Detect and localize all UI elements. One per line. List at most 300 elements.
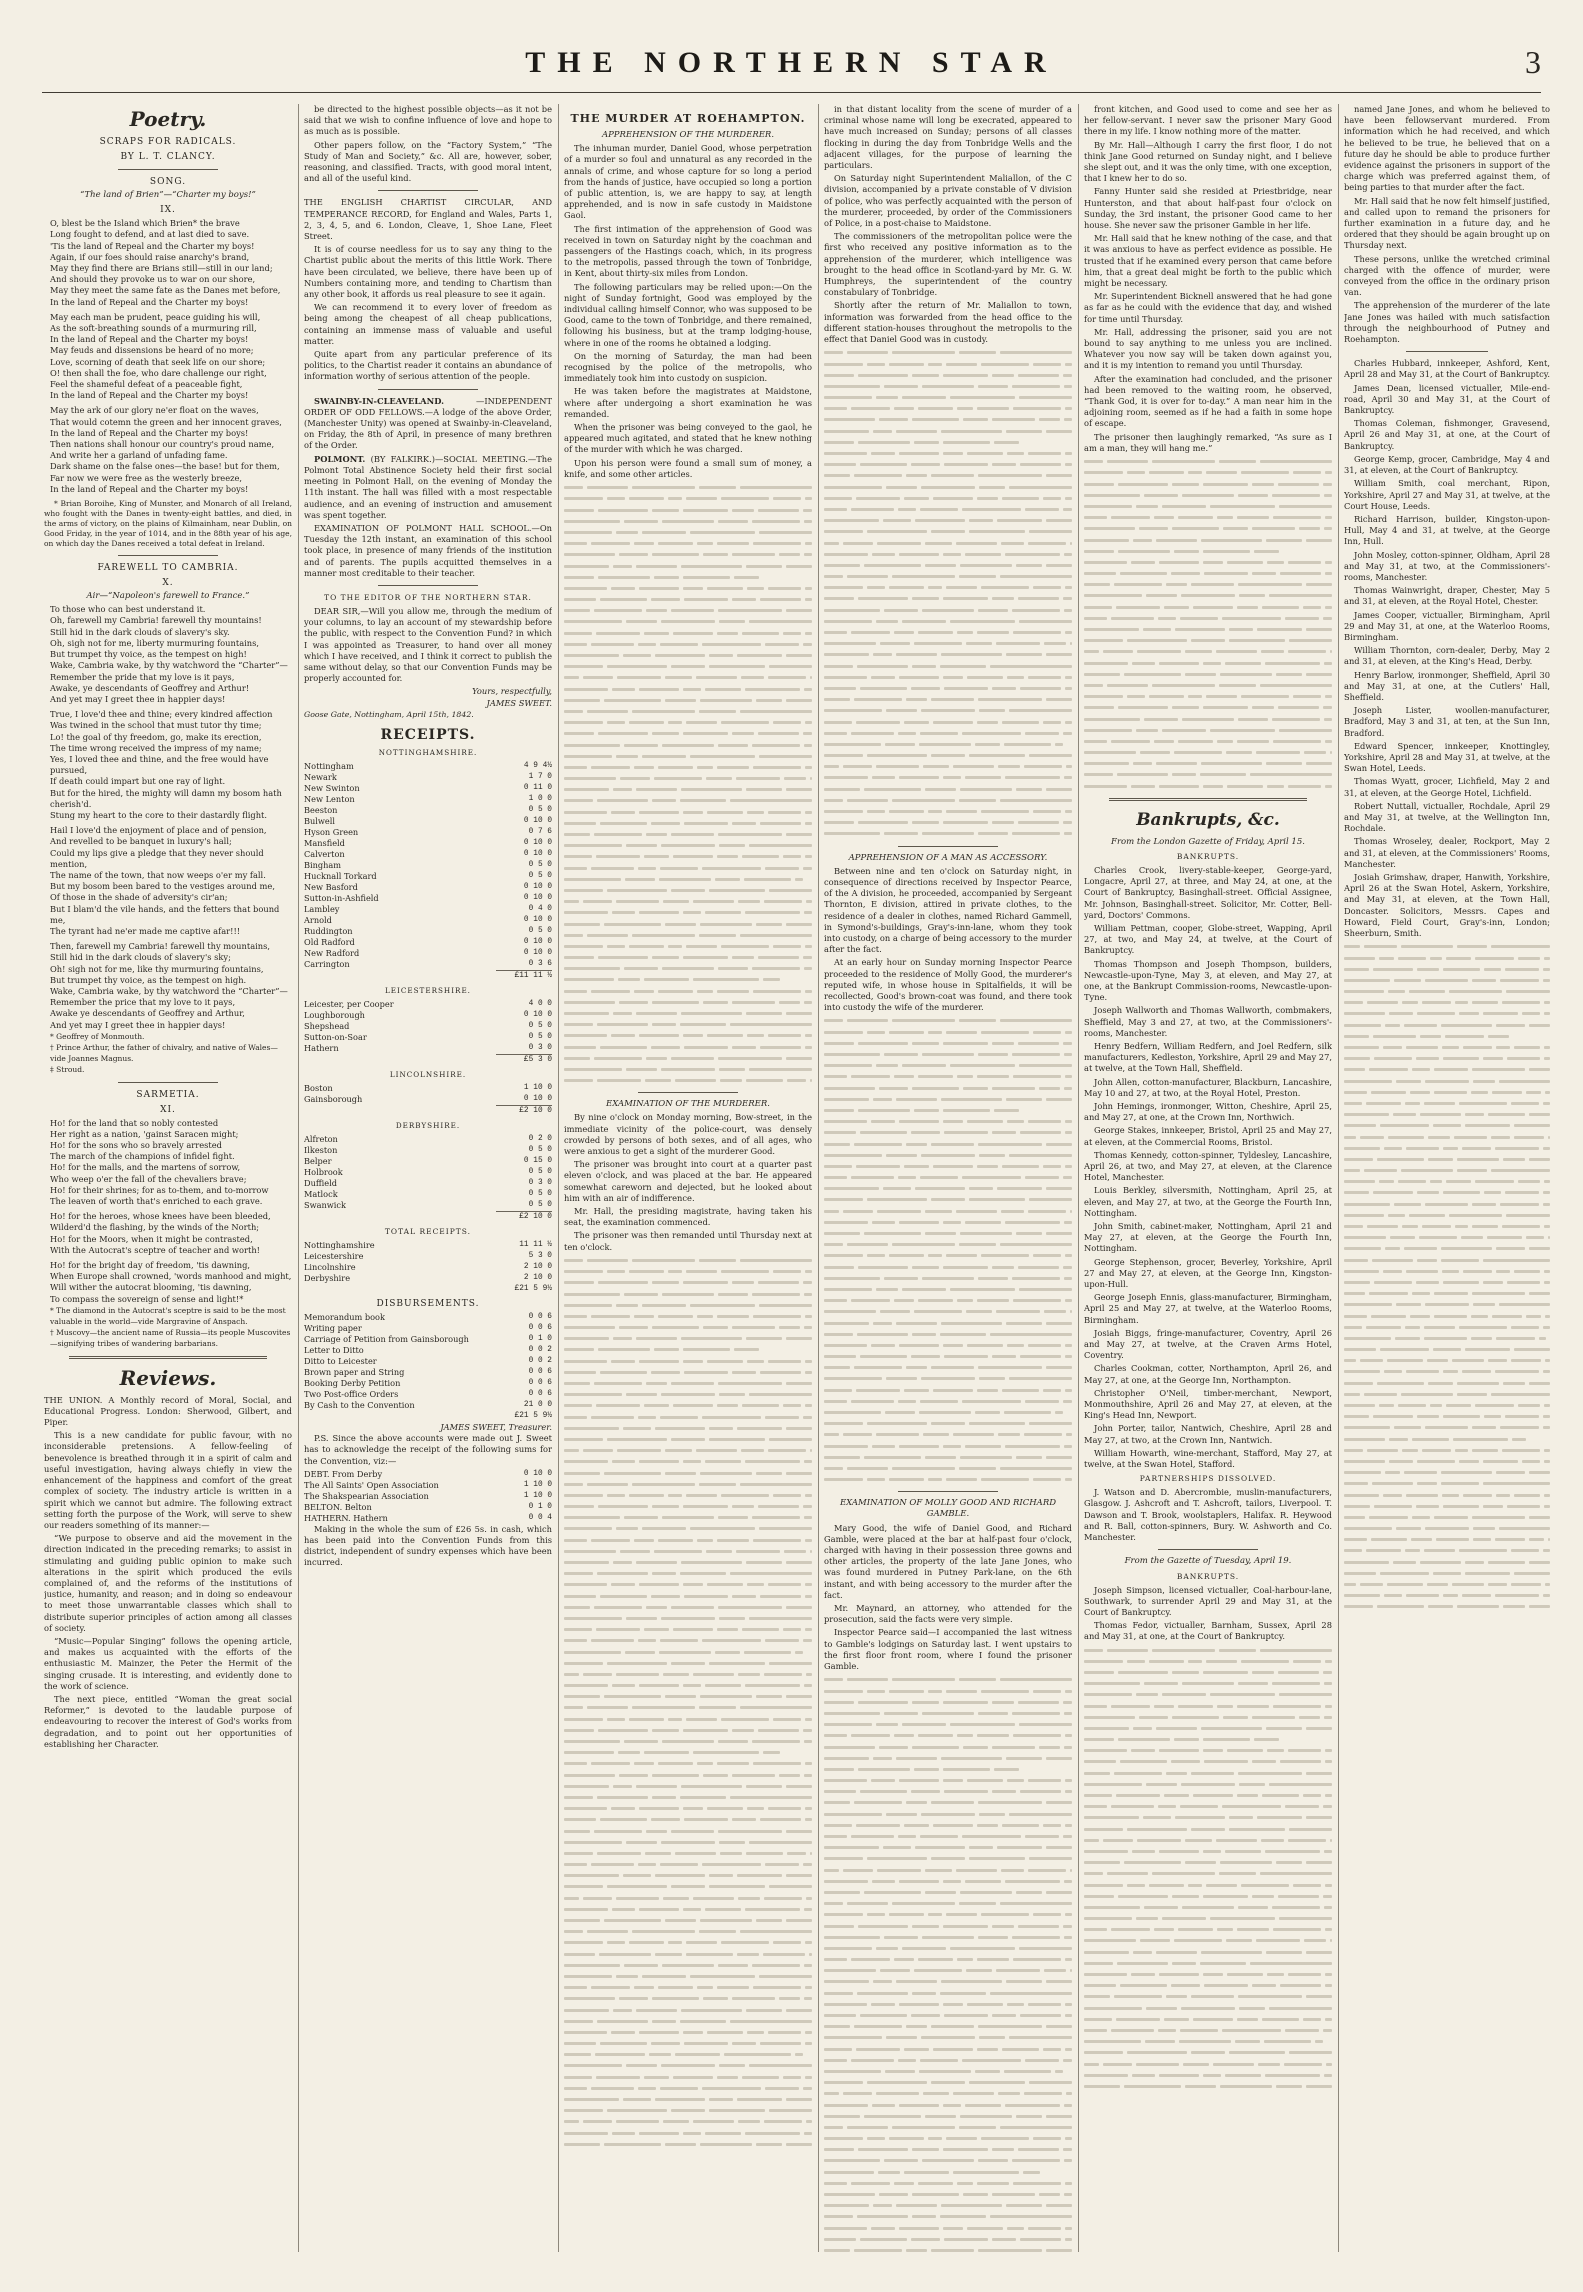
text-line-placeholder <box>824 1943 1072 1954</box>
receipts-table <box>304 1083 552 1117</box>
poem-stanza <box>44 405 292 495</box>
text-line-placeholder <box>1084 1801 1332 1812</box>
text-line-placeholder <box>564 572 812 583</box>
column-4 <box>824 104 1072 2252</box>
text-line-placeholder <box>824 1988 1072 1999</box>
text-line-placeholder <box>824 1172 1072 1183</box>
text-line-placeholder <box>824 1797 1072 1808</box>
text-line-placeholder <box>564 2105 812 2116</box>
text-line-placeholder <box>564 1311 812 1322</box>
text-line-placeholder <box>1084 1656 1332 1667</box>
paragraph: This is a new candidate for public favour, with no inconsiderable pretensions. A fellow-feeling of benevolence is breathed through it in a spirit of calm and useful investigation, having always chiefly in view the enhancement of the happiness and comfort of the great complex of society. The industry article is written in a spirit which we cannot but admire. The following extract setting forth the purpose of the Work, will serve to shew our readers something of its manner:— <box>44 1430 292 1530</box>
letter-signature: JAMES SWEET. <box>486 697 552 708</box>
paragraph: The prisoner was brought into court at a quarter past eleven o'clock, and was placed at the bar. He appeared somewhat careworn and dejected, but he looked about him with an air of indifference. <box>564 1159 812 1203</box>
text-line-placeholder <box>564 930 812 941</box>
row-amount: 0 5 0 <box>528 871 552 880</box>
row-label: Booking Derby Petition <box>304 1377 401 1388</box>
text-line-placeholder <box>824 627 1072 638</box>
column-6 <box>1344 104 1550 2252</box>
text-line-placeholder <box>564 1848 812 1859</box>
text-line-placeholder <box>564 1378 812 1389</box>
text-line-placeholder <box>564 1792 812 1803</box>
text-line-placeholder <box>824 426 1072 437</box>
text-line-placeholder <box>564 1904 812 1915</box>
poem-line: The name of the town, that now weeps o'er my fall. <box>50 869 266 880</box>
table-row <box>304 1312 552 1323</box>
poem-line: With the Autocrat's sceptre of teacher and worth! <box>50 1244 260 1255</box>
text-line-placeholder <box>1344 1579 1550 1590</box>
table-row <box>304 1345 552 1356</box>
row-amount: 0 10 0 <box>523 816 552 825</box>
text-line-placeholder <box>824 694 1072 705</box>
text-line-placeholder <box>824 2088 1072 2099</box>
table-row <box>304 1513 552 1524</box>
poem-stanza <box>44 1118 292 1208</box>
text-line-placeholder <box>824 582 1072 593</box>
poem-line: 'Tis the land of Repeal and the Charter my boys! <box>50 240 255 251</box>
row-amount: 0 0 6 <box>528 1389 552 1398</box>
table-row <box>304 1032 552 1043</box>
text-line-placeholder <box>564 807 812 818</box>
poem-line: The time wrong received the impress of my name; <box>50 742 262 753</box>
row-amount: 0 5 0 <box>528 1167 552 1176</box>
review-title: THE UNION. A Monthly record of Moral, Social, and Educational Progress. London: Sherwood, Gilbert, and Piper. <box>44 1394 292 1428</box>
table-row <box>304 1356 552 1367</box>
text-line-placeholder <box>824 1474 1072 1485</box>
text-line-placeholder <box>564 1075 812 1086</box>
text-line-placeholder <box>1084 1734 1332 1745</box>
text-line-placeholder <box>1084 702 1332 713</box>
table-row <box>304 1021 552 1032</box>
poem-line: cherish'd. <box>50 798 92 809</box>
poem-line: Oh, farewell my Cambria! farewell thy mountains! <box>50 615 262 626</box>
poem-line: Ho! for the bright day of freedom, 'tis dawning, <box>50 1260 251 1271</box>
text-line-placeholder <box>1344 1534 1550 1545</box>
poem-line: When Europe shall crowned, 'words manhood and might, <box>50 1271 292 1282</box>
poem-line: And yet may I greet thee in happier days! <box>50 693 226 704</box>
row-amount: 0 10 0 <box>523 1469 552 1478</box>
text-line-placeholder <box>1084 2003 1332 2014</box>
text-line-placeholder <box>1344 1288 1550 1299</box>
text-line-placeholder <box>564 739 812 750</box>
text-line-placeholder <box>1344 975 1550 986</box>
text-line-placeholder <box>824 1887 1072 1898</box>
poem-line: Feel the shameful defeat of a peaceable fight, <box>50 379 243 390</box>
exam-subtitle: EXAMINATION OF MOLLY GOOD AND RICHARD GAMBLE. <box>839 1498 1057 1520</box>
text-line-placeholder <box>564 1669 812 1680</box>
text-line-placeholder <box>824 1864 1072 1875</box>
text-line-placeholder <box>824 750 1072 761</box>
text-line-placeholder <box>824 784 1072 795</box>
text-line-placeholder <box>824 1082 1072 1093</box>
reviews-section-heading: Reviews. <box>119 1365 217 1390</box>
bankrupt-entries <box>1344 358 1550 1612</box>
text-line-placeholder <box>1344 1165 1550 1176</box>
paragraph: Thomas Kennedy, cotton-spinner, Tyldesley, Lancashire, April 26, at two, and May 27, at eleven, at the Clarence Hotel, Manchester. <box>1084 1149 1332 1183</box>
text-line-placeholder <box>824 1150 1072 1161</box>
text-line-placeholder <box>824 1463 1072 1474</box>
paragraph: Mr. Hall, addressing the prisoner, said you are not bound to say anything to me unless you are inclined. Whatever you now say will be taken down against you, and it is my intention to remand you until Thursday. <box>1084 326 1332 371</box>
text-line-placeholder <box>1344 1322 1550 1333</box>
column-divider <box>1078 104 1079 2252</box>
swainby-title: SWAINBY-IN-CLEAVELAND. <box>314 395 444 406</box>
text-line-placeholder <box>1084 579 1332 590</box>
text-line-placeholder <box>564 795 812 806</box>
text-line-placeholder <box>1344 1143 1550 1154</box>
text-line-placeholder <box>824 1753 1072 1764</box>
text-line-placeholder <box>564 650 812 661</box>
accessory-subtitle: APPREHENSION OF A MAN AS ACCESSORY. <box>848 852 1048 863</box>
text-line-placeholder <box>564 963 812 974</box>
text-line-placeholder <box>564 482 812 493</box>
poem-line: Then, farewell my Cambria! farewell thy mountains, <box>50 941 271 952</box>
text-line-placeholder <box>824 716 1072 727</box>
rule <box>898 1491 997 1492</box>
text-line-placeholder <box>824 1876 1072 1887</box>
row-amount: 0 10 0 <box>523 1010 552 1019</box>
poem-line: If death could impart but one ray of light. <box>50 776 226 787</box>
row-amount: 0 5 0 <box>528 805 552 814</box>
rule <box>118 555 217 556</box>
text-line-placeholder <box>824 2111 1072 2122</box>
text-line-placeholder <box>824 2222 1072 2233</box>
text-line-placeholder <box>1084 1779 1332 1790</box>
text-line-placeholder <box>1344 1031 1550 1042</box>
county-total: £11 11 ½ <box>496 970 552 982</box>
text-line-placeholder <box>564 1467 812 1478</box>
text-line-placeholder <box>824 2043 1072 2054</box>
text-line-placeholder <box>1084 725 1332 736</box>
poem-line: Her right as a nation, 'gainst Saracen might; <box>50 1128 239 1139</box>
text-line-placeholder <box>1344 1232 1550 1243</box>
text-line-placeholder <box>824 1206 1072 1217</box>
text-line-placeholder <box>564 1590 812 1601</box>
text-line-placeholder <box>1084 1947 1332 1958</box>
paragraph: be directed to the highest possible objects—as it not be said that we wish to confine influence of love and hope to as much as is possible. <box>304 104 552 137</box>
text-line-placeholder <box>824 381 1072 392</box>
poem-number: IX. <box>160 205 176 216</box>
text-line-placeholder <box>824 2234 1072 2245</box>
text-line-placeholder <box>1344 1187 1550 1198</box>
table-row <box>304 860 552 871</box>
text-line-placeholder <box>564 1456 812 1467</box>
text-line-placeholder <box>824 739 1072 750</box>
row-amount: 0 0 6 <box>528 1378 552 1387</box>
row-label: HATHERN. Hathern <box>304 1512 388 1523</box>
text-line-placeholder <box>1344 1120 1550 1131</box>
poem-series-label: SCRAPS FOR RADICALS. <box>99 137 237 147</box>
text-line-placeholder <box>824 482 1072 493</box>
poem-line: Dark shame on the false ones—the base! but for them, <box>50 461 280 472</box>
text-line-placeholder <box>564 1053 812 1064</box>
text-line-placeholder <box>824 672 1072 683</box>
row-amount: 1 10 0 <box>523 1083 552 1092</box>
text-line-placeholder <box>564 2094 812 2105</box>
text-line-placeholder <box>564 2049 812 2060</box>
row-amount: 0 1 0 <box>528 1334 552 1343</box>
text-line-placeholder <box>564 862 812 873</box>
poem-line: Still hid in the dark clouds of slavery's sky. <box>50 626 230 637</box>
table-row <box>304 871 552 882</box>
paragraph: By Mr. Hall—Although I carry the first floor, I do not think Jane Good returned on Sunday night, and I believe she slept out, and it was the only time, with one exception, that I knew her to do so. <box>1084 139 1332 184</box>
row-label: Beeston <box>304 804 338 815</box>
text-line-placeholder <box>564 997 812 1008</box>
text-line-placeholder <box>564 1008 812 1019</box>
text-line-placeholder <box>564 1064 812 1075</box>
text-line-placeholder <box>1084 512 1332 523</box>
text-line-placeholder <box>824 1385 1072 1396</box>
table-row <box>304 937 552 948</box>
paragraph: Charles Cookman, cotter, Northampton, April 26, and May 27, at one, at the George Inn, Northampton. <box>1084 1363 1332 1385</box>
row-label: Nottinghamshire <box>304 1239 375 1250</box>
text-line-placeholder <box>564 616 812 627</box>
poem-line: But my bosom been bared to the vestiges around me, <box>50 881 275 892</box>
row-label: Nottingham <box>304 760 354 771</box>
text-line-placeholder <box>824 2155 1072 2166</box>
paragraph: Thomas Wroseley, dealer, Rockport, May 2 and 31, at eleven, at the Commissioners' Rooms, Manchester. <box>1344 836 1550 869</box>
paragraph: William Smith, coal merchant, Ripon, Yorkshire, April 27 and May 31, at twelve, at the Court House, Leeds. <box>1344 478 1550 511</box>
text-line-placeholder <box>824 2211 1072 2222</box>
text-line-placeholder <box>1344 1501 1550 1512</box>
row-label: Hathern <box>304 1043 339 1054</box>
text-line-placeholder <box>824 1831 1072 1842</box>
review-continued <box>304 104 552 184</box>
text-line-placeholder <box>824 1094 1072 1105</box>
text-line-placeholder <box>1344 1568 1550 1579</box>
poem-stanza <box>44 1211 292 1256</box>
text-line-placeholder <box>824 1373 1072 1384</box>
table-row <box>304 1334 552 1345</box>
text-line-placeholder <box>1344 1389 1550 1400</box>
text-line-placeholder <box>1084 691 1332 702</box>
text-line-placeholder <box>1084 1700 1332 1711</box>
text-line-placeholder <box>1344 997 1550 1008</box>
text-line-placeholder <box>564 2004 812 2015</box>
row-label: Newark <box>304 771 337 782</box>
text-line-placeholder <box>824 1351 1072 1362</box>
table-row <box>304 783 552 794</box>
text-line-placeholder <box>564 1041 812 1052</box>
row-amount: 0 3 0 <box>528 1043 552 1052</box>
rule <box>1406 351 1488 352</box>
text-line-placeholder <box>824 828 1072 839</box>
paragraph: John Smith, cabinet-maker, Nottingham, April 21 and May 27, at eleven, at the George the Fourth Inn, Nottingham. <box>1084 1221 1332 1254</box>
text-line-placeholder <box>564 1893 812 1904</box>
text-line-placeholder <box>564 1803 812 1814</box>
text-line-placeholder <box>824 1239 1072 1250</box>
text-line-placeholder <box>824 437 1072 448</box>
receipts-county-heading: LINCOLNSHIRE. <box>389 1069 467 1079</box>
table-row <box>304 761 552 772</box>
paragraph: The prisoner was then remanded until Thursday next at ten o'clock. <box>564 1230 812 1252</box>
poem-line: And revelled to be banquet in luxury's hall; <box>50 836 232 847</box>
paragraph: Thomas Coleman, fishmonger, Gravesend, April 26 and May 31, at one, at the Court of Bankruptcy. <box>1344 418 1550 451</box>
receipts-table <box>304 761 552 982</box>
text-line-placeholder <box>564 1859 812 1870</box>
text-line-placeholder <box>1344 1523 1550 1534</box>
table-row <box>304 1378 552 1389</box>
text-line-placeholder <box>824 1954 1072 1965</box>
paragraph: On the morning of Saturday, the man had been recognised by the police of the metropolis, who immediately took him into custody on suspicion. <box>564 350 812 384</box>
page-number: 3 <box>1525 44 1541 80</box>
table-row <box>304 794 552 805</box>
column-5 <box>1084 104 1332 2252</box>
text-line-placeholder <box>824 504 1072 515</box>
poem-line: * The diamond in the Autocrat's sceptre is said to be the most valuable in the world—vide Margravine of Anspach. <box>50 1305 286 1327</box>
row-label: Duffield <box>304 1177 337 1188</box>
paragraph: At an early hour on Sunday morning Inspector Pearce proceeded to the residence of Molly Good, the murderer's reputed wife, in whose house in Spitalfields, it will be recollected, Good's brown-coat was found, and there took into custody the wife of the murderer. <box>824 957 1072 1013</box>
row-amount: 0 5 0 <box>528 1200 552 1209</box>
poem-number: X. <box>162 578 174 589</box>
text-line-placeholder <box>1084 1768 1332 1779</box>
poem-line: Ho! for the land that so nobly contested <box>50 1117 219 1128</box>
disbursements-heading: DISBURSEMENTS. <box>376 1298 480 1309</box>
row-label: New Lenton <box>304 793 355 804</box>
text-line-placeholder <box>1084 1958 1332 1969</box>
text-line-placeholder <box>1344 952 1550 963</box>
paragraph: After the examination had concluded, and the prisoner had been removed to the waiting room, he observed, “Thank God, it is over for to-day.” A man near him in the adjoining room, seemed as if he had a faith in some hope of escape. <box>1084 373 1332 429</box>
paragraph: John Mosley, cotton-spinner, Oldham, April 28 and May 31, at two, at the Commissioners'-rooms, Manchester. <box>1344 549 1550 582</box>
paragraph: The following particulars may be relied upon:—On the night of Sunday fortnight, Good was employed by the individual calling himself Connor, who was supposed to be Good, came to the town of Tonbridge, and there remained, following his business, but at the tramp lodging-house, where in one of the rooms he obtained a lodging. <box>564 281 812 348</box>
paragraph: Between nine and ten o'clock on Saturday night, in consequence of directions received by Inspector Pearce, of the A division, he proceeded, accompanied by Sergeant Thornton, E division, attired in private clothes, to the residence of a dealer in clothes, named Richard Gammell, in Symond's-buildings, Gray's-inn-lane, whom they took into custody, on a charge of being accessory to the murder after the fact. <box>824 865 1072 955</box>
paragraph: William Pettman, cooper, Globe-street, Wapping, April 27, at two, and May 24, at twelve, at the Court of Bankruptcy. <box>1084 922 1332 956</box>
text-line-placeholder <box>1344 1489 1550 1500</box>
row-amount: 0 3 0 <box>528 1178 552 1187</box>
text-line-placeholder <box>564 1691 812 1702</box>
text-line-placeholder <box>824 593 1072 604</box>
text-line-placeholder <box>1084 534 1332 545</box>
paragraph: Thomas Wyatt, grocer, Lichfield, May 2 and 31, at eleven, at the George Hotel, Lichfield. <box>1344 776 1550 798</box>
text-line-placeholder <box>1344 1299 1550 1310</box>
row-label: Sutton-in-Ashfield <box>304 892 379 903</box>
text-line-placeholder <box>564 2083 812 2094</box>
county-total: £2 10 0 <box>496 1211 552 1223</box>
row-amount: 0 5 0 <box>528 860 552 869</box>
masthead <box>42 40 1541 88</box>
paragraph: We can recommend it to every lover of freedom as being among the cheapest of all cheap publications, containing an immense mass of valuable and useful matter. <box>304 302 552 346</box>
text-line-placeholder <box>1344 1456 1550 1467</box>
text-line-placeholder <box>564 1646 812 1657</box>
text-line-placeholder <box>564 717 812 728</box>
rule <box>1158 1549 1257 1550</box>
text-line-placeholder <box>564 907 812 918</box>
row-amount: 5 3 0 <box>528 1251 552 1260</box>
rule <box>378 190 477 191</box>
row-label: The All Saints' Open Association <box>304 1479 439 1490</box>
text-line-placeholder <box>1084 2047 1332 2058</box>
text-line-placeholder <box>824 1138 1072 1149</box>
poem-line: Lo! the goal of thy freedom, go, make its erection, <box>50 731 262 742</box>
poem-stanza <box>44 825 292 937</box>
text-line-placeholder <box>824 347 1072 358</box>
table-row <box>304 1094 552 1106</box>
text-line-placeholder <box>824 649 1072 660</box>
text-line-placeholder <box>1084 568 1332 579</box>
poem-line: In the land of Repeal and the Charter my boys! <box>50 483 249 494</box>
column-divider <box>298 104 299 2252</box>
article-continued <box>824 104 1072 840</box>
table-row <box>304 1043 552 1055</box>
text-line-placeholder <box>824 1027 1072 1038</box>
text-line-placeholder <box>1084 456 1332 467</box>
text-line-placeholder <box>564 1870 812 1881</box>
text-line-placeholder <box>824 806 1072 817</box>
row-label: Hucknall Torkard <box>304 870 377 881</box>
text-line-placeholder <box>1344 1109 1550 1120</box>
text-line-placeholder <box>564 1344 812 1355</box>
text-line-placeholder <box>564 560 812 571</box>
text-line-placeholder <box>564 1322 812 1333</box>
text-line-placeholder <box>824 1730 1072 1741</box>
text-line-placeholder <box>564 683 812 694</box>
text-line-placeholder <box>824 795 1072 806</box>
text-line-placeholder <box>824 1306 1072 1317</box>
poem-line: Again, if our foes should raise anarchy's brand, <box>50 251 250 262</box>
column-1 <box>44 104 292 2252</box>
text-line-placeholder <box>564 874 812 885</box>
paragraph: Other papers follow, on the “Factory System,” “The Study of Man and Society,” &c. All are, however, sober, reasoning, and classified. Tracts, with good moral intent, and all of the useful kind. <box>304 139 552 184</box>
text-line-placeholder <box>564 1490 812 1501</box>
text-line-placeholder <box>824 1786 1072 1797</box>
row-label: Lambley <box>304 903 340 914</box>
row-label: Old Radford <box>304 936 355 947</box>
row-label: Derbyshire <box>304 1272 351 1283</box>
text-line-placeholder <box>1084 1879 1332 1890</box>
poem-line: As the soft-breathing sounds of a murmuring rill, <box>50 323 257 334</box>
text-line-placeholder <box>564 2139 812 2150</box>
text-line-placeholder <box>1344 1020 1550 1031</box>
text-line-placeholder <box>824 515 1072 526</box>
text-line-placeholder <box>824 1038 1072 1049</box>
paragraph: Robert Nuttall, victualler, Rochdale, April 29 and May 31, at twelve, at the Wellington Inn, Rochdale. <box>1344 800 1550 834</box>
paragraph: Thomas Fedor, victualler, Barnham, Sussex, April 28 and May 31, at one, at the Court of Bankruptcy. <box>1084 1620 1332 1642</box>
paragraph: Joseph Simpson, licensed victualler, Coal-harbour-lane, Southwark, to surrender April 29 and May 31, at the Court of Bankruptcy. <box>1084 1584 1332 1617</box>
text-line-placeholder <box>564 1523 812 1534</box>
paragraph: The prisoner then laughingly remarked, “As sure as I am a man, they will hang me.” <box>1084 431 1332 453</box>
text-line-placeholder <box>564 1635 812 1646</box>
text-line-placeholder <box>564 941 812 952</box>
text-line-placeholder <box>1084 467 1332 478</box>
text-line-placeholder <box>824 2200 1072 2211</box>
text-line-placeholder <box>564 1333 812 1344</box>
poem-line: O, blest be the Island which Brien* the brave <box>50 218 240 229</box>
bankrupts-label: BANKRUPTS. <box>1176 1571 1240 1581</box>
poem-epigraph: “The land of Brien”—“Charter my boys!” <box>80 190 256 200</box>
text-line-placeholder <box>1344 1053 1550 1064</box>
text-line-placeholder <box>1084 478 1332 489</box>
text-line-placeholder <box>824 1764 1072 1775</box>
text-line-placeholder <box>1344 1557 1550 1568</box>
text-line-placeholder <box>564 1277 812 1288</box>
paragraph: Mr. Superintendent Bicknell answered that he had gone as far as he could with the evidence that day, and wished for time until Thursday. <box>1084 291 1332 324</box>
text-line-placeholder <box>824 2066 1072 2077</box>
poem-stanza <box>44 604 292 705</box>
row-label: Hyson Green <box>304 826 359 837</box>
table-row <box>304 1134 552 1145</box>
text-line-placeholder <box>564 2027 812 2038</box>
bankrupts-section-heading: Bankrupts, &c. <box>1136 809 1280 830</box>
row-amount: 11 11 ½ <box>519 1240 552 1249</box>
text-line-placeholder <box>824 1284 1072 1295</box>
poem-line: That would cotemn the green and her innocent graves, <box>50 416 282 427</box>
row-amount: 0 5 0 <box>528 1189 552 1198</box>
paragraph: John Porter, tailor, Nantwich, Cheshire, April 28 and May 27, at two, at the Crown Inn, Nantwich. <box>1084 1423 1332 1445</box>
row-amount: 0 5 0 <box>528 1145 552 1154</box>
text-line-placeholder <box>824 1741 1072 1752</box>
text-line-placeholder <box>824 1071 1072 1082</box>
paragraph: Quite apart from any particular preference of its politics, to the Chartist reader it contains an abundance of information worthy of serious attention of the people. <box>304 349 552 382</box>
poem-line: May they meet the same fate as the Danes met before, <box>50 285 281 296</box>
